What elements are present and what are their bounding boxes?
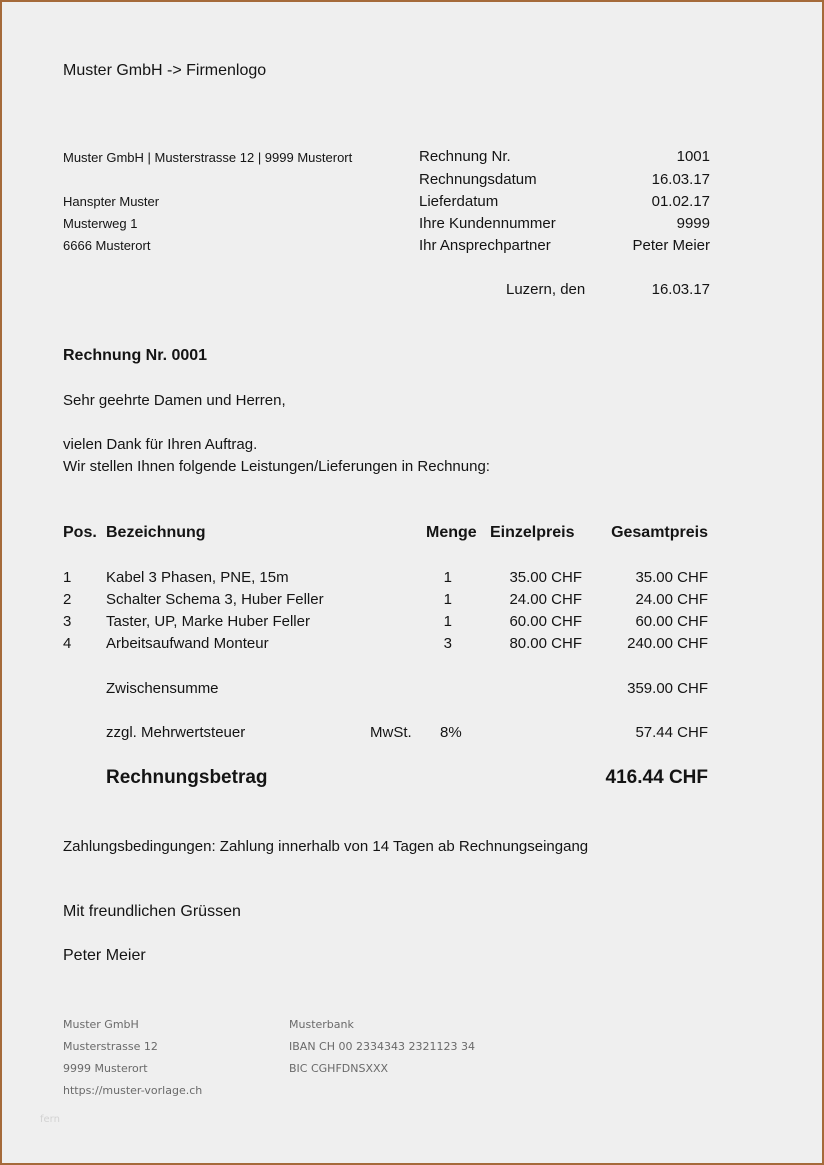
meta-label: Rechnungsdatum (419, 171, 537, 188)
footer-line: IBAN CH 00 2334343 2321123 34 (289, 1040, 475, 1053)
row-total-price: 24.00 CHF (635, 591, 708, 608)
subtotal-value: 359.00 CHF (627, 680, 708, 697)
recipient-street: Musterweg 1 (63, 216, 138, 231)
closing: Mit freundlichen Grüssen (63, 903, 241, 920)
footer-line: Muster GmbH (63, 1018, 139, 1031)
meta-value: Peter Meier (632, 237, 710, 254)
intro-line-2: Wir stellen Ihnen folgende Leistungen/Lieferungen in Rechnung: (63, 458, 490, 475)
invoice-title: Rechnung Nr. 0001 (63, 347, 208, 364)
row-unit-price: 60.00 CHF (509, 613, 582, 630)
sender-line: Muster GmbH | Musterstrasse 12 | 9999 Musterort (63, 150, 353, 165)
meta-value: 16.03.17 (651, 171, 710, 188)
company-header: Muster GmbH -> Firmenlogo (63, 62, 267, 79)
header-desc: Bezeichnung (106, 524, 206, 541)
meta-label: Ihre Kundennummer (419, 215, 556, 232)
row-qty: 3 (443, 635, 452, 652)
row-unit-price: 24.00 CHF (509, 591, 582, 608)
header-total-price: Gesamtpreis (611, 524, 708, 541)
meta-value: 1001 (676, 148, 710, 165)
row-desc: Taster, UP, Marke Huber Feller (106, 613, 310, 630)
signature: Peter Meier (63, 947, 146, 964)
watermark: fern (40, 1114, 60, 1125)
row-desc: Kabel 3 Phasen, PNE, 15m (106, 569, 289, 586)
vat-value: 57.44 CHF (635, 724, 708, 741)
grand-total-label: Rechnungsbetrag (106, 767, 268, 788)
footer-line: 9999 Musterort (63, 1062, 148, 1075)
row-pos: 2 (63, 591, 72, 608)
row-unit-price: 35.00 CHF (509, 569, 582, 586)
row-pos: 1 (63, 569, 72, 586)
row-desc: Schalter Schema 3, Huber Feller (106, 591, 324, 608)
header-qty: Menge (426, 524, 477, 541)
vat-rate: 8% (440, 724, 462, 741)
place-date-value: 16.03.17 (651, 281, 710, 298)
intro-line-1: vielen Dank für Ihren Auftrag. (63, 436, 258, 453)
meta-value: 01.02.17 (651, 193, 710, 210)
row-total-price: 60.00 CHF (635, 613, 708, 630)
row-pos: 4 (63, 635, 72, 652)
grand-total-value: 416.44 CHF (605, 767, 708, 788)
meta-value: 9999 (676, 215, 710, 232)
recipient-city: 6666 Musterort (63, 238, 151, 253)
row-pos: 3 (63, 613, 72, 630)
footer-line: BIC CGHFDNSXXX (289, 1062, 389, 1075)
vat-tag: MwSt. (370, 724, 412, 741)
row-qty: 1 (443, 613, 452, 630)
header-pos: Pos. (63, 524, 97, 541)
place-label: Luzern, den (506, 281, 586, 298)
footer-website: https://muster-vorlage.ch (63, 1084, 203, 1097)
footer-line: Musterbank (289, 1018, 354, 1031)
salutation: Sehr geehrte Damen und Herren, (63, 392, 286, 409)
row-qty: 1 (443, 569, 452, 586)
meta-label: Rechnung Nr. (419, 148, 511, 165)
vat-label: zzgl. Mehrwertsteuer (106, 724, 246, 741)
row-unit-price: 80.00 CHF (509, 635, 582, 652)
meta-label: Lieferdatum (419, 193, 499, 210)
row-desc: Arbeitsaufwand Monteur (106, 635, 269, 652)
row-qty: 1 (443, 591, 452, 608)
header-unit-price: Einzelpreis (490, 524, 575, 541)
payment-terms: Zahlungsbedingungen: Zahlung innerhalb von 14 Tagen ab Rechnungseingang (63, 838, 589, 855)
row-total-price: 35.00 CHF (635, 569, 708, 586)
recipient-name: Hanspter Muster (63, 194, 160, 209)
meta-label: Ihr Ansprechpartner (419, 237, 551, 254)
row-total-price: 240.00 CHF (627, 635, 708, 652)
footer-line: Musterstrasse 12 (63, 1040, 158, 1053)
subtotal-label: Zwischensumme (106, 680, 219, 697)
